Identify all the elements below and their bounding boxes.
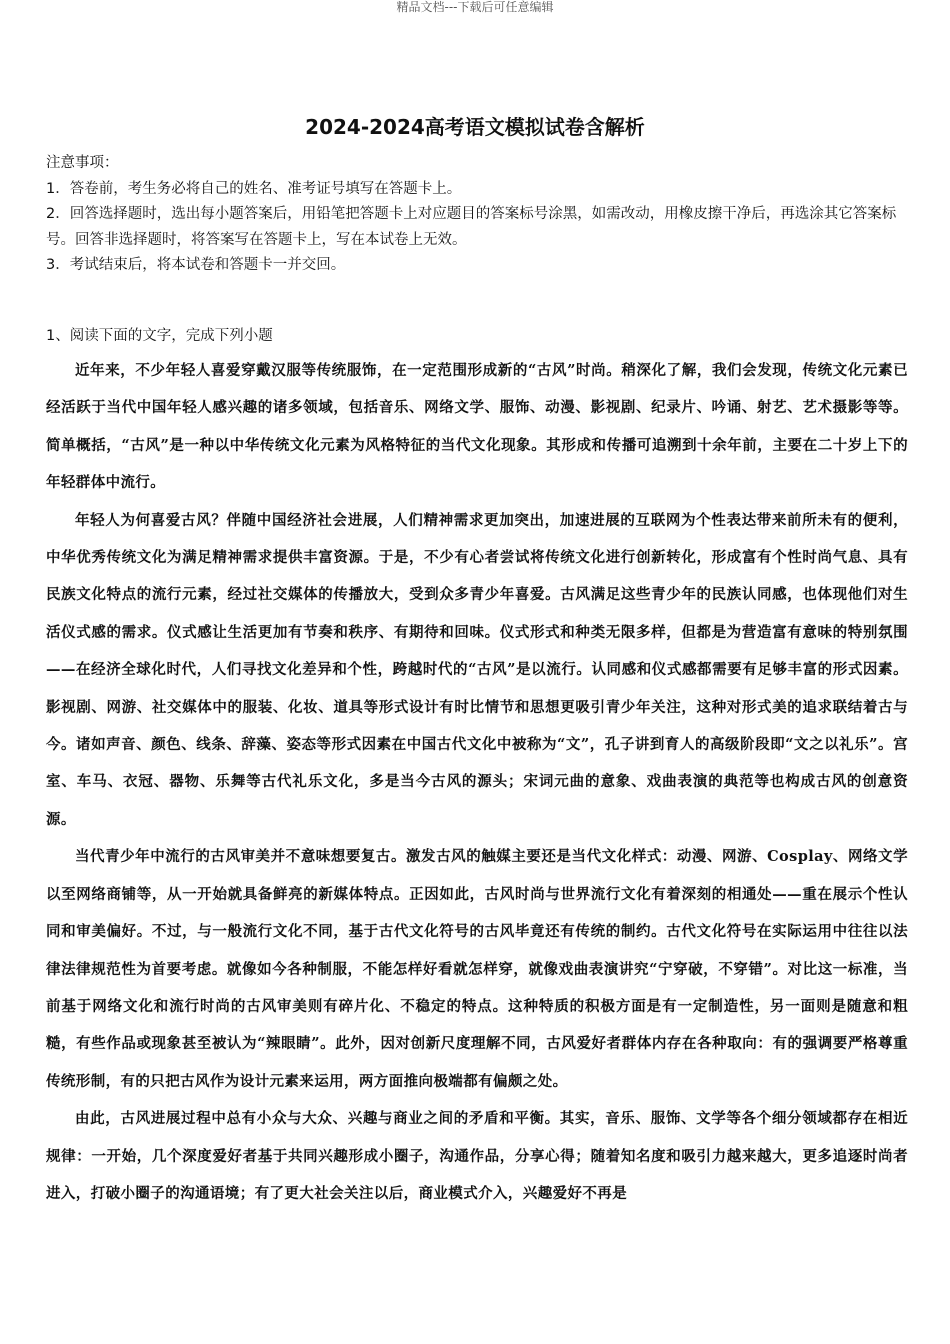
- passage-paragraph: 当代青少年中流行的古风审美并不意味想要复古。激发古风的触媒主要还是当代文化样式：动漫、网游、Cosplay、网络文学以至网络商铺等，从一开始就具备鲜亮的新媒体特点。正因如此，古风时尚与世界流行文化有着深刻的相通处——重在展示个性认同和审美偏好。不过，与一般流行文化不同，基于古代文化符号的古风毕竟还有传统的制约。古代文化符号在实际运用中往往以法律法律规范性为首要考虑。就像如今各种制服，不能怎样好看就怎样穿，就像戏曲表演讲究“宁穿破，不穿错”。对比这一标准，当前基于网络文化和流行时尚的古风审美则有碎片化、不稳定的特点。这种特质的积极方面是有一定制造性，另一面则是随意和粗糙，有些作品或现象甚至被认为“辣眼睛”。此外，因对创新尺度理解不同，古风爱好者群体内存在各种取向：有的强调要严格尊重传统形制，有的只把古风作为设计元素来运用，两方面推向极端都有偏颇之处。: [46, 848, 908, 1090]
- notice-heading: 注意事项：: [46, 155, 119, 171]
- reading-passage: [46, 352, 908, 1212]
- passage-paragraph: 年轻人为何喜爱古风？伴随中国经济社会进展，人们精神需求更加突出，加速进展的互联网为个性表达带来前所未有的便利，中华优秀传统文化为满足精神需求提供丰富资源。于是，不少有心者尝试将传统文化进行创新转化，形成富有个性时尚气息、具有民族文化特点的流行元素，经过社交媒体的传播放大，受到众多青少年喜爱。古风满足这些青少年的民族认同感，也体现他们对生活仪式感的需求。仪式感让生活更加有节奏和秩序、有期待和回味。仪式形式和种类无限多样，但都是为营造富有意味的特别氛围——在经济全球化时代，人们寻找文化差异和个性，跨越时代的“古风”是以流行。认同感和仪式感都需要有足够丰富的形式因素。影视剧、网游、社交媒体中的服装、化妆、道具等形式设计有时比情节和思想更吸引青少年关注，这种对形式美的追求联结着古与今。诸如声音、颜色、线条、辞藻、姿态等形式因素在中国古代文化中被称为“文”，孔子讲到育人的高级阶段即“文之以礼乐”。宫室、车马、衣冠、器物、乐舞等古代礼乐文化，多是当今古风的源头；宋词元曲的意象、戏曲表演的典范等也构成古风的创意资源。: [46, 511, 908, 828]
- page-header-watermark: 精品文档---下载后可任意编辑: [396, 0, 554, 14]
- passage-paragraph: 由此，古风进展过程中总有小众与大众、兴趣与商业之间的矛盾和平衡。其实，音乐、服饰、文学等各个细分领域都存在相近规律：一开始，几个深度爱好者基于共同兴趣形成小圈子，沟通作品，分享心得；随着知名度和吸引力越来越大，更多追逐时尚者进入，打破小圈子的沟通语境；有了更大社会关注以后，商业模式介入，兴趣爱好不再是: [46, 1110, 908, 1202]
- notice-item: 3．考试结束后，将本试卷和答题卡一并交回。: [46, 257, 346, 273]
- notice-item: 2．回答选择题时，选出每小题答案后，用铅笔把答题卡上对应题目的答案标号涂黑，如需改动，用橡皮擦干净后，再选涂其它答案标号。回答非选择题时，将答案写在答题卡上，写在本试卷上无效。: [46, 206, 897, 248]
- notice-section: [46, 151, 906, 279]
- notice-item: 1．答卷前，考生务必将自己的姓名、准考证号填写在答题卡上。: [46, 180, 462, 197]
- page-title: 2024-2024高考语文模拟试卷含解析: [305, 115, 645, 139]
- question-heading: 1、阅读下面的文字，完成下列小题: [46, 328, 273, 344]
- passage-paragraph: 近年来，不少年轻人喜爱穿戴汉服等传统服饰，在一定范围形成新的“古风”时尚。稍深化了解，我们会发现，传统文化元素已经活跃于当代中国年轻人感兴趣的诸多领域，包括音乐、网络文学、服饰、动漫、影视剧、纪录片、吟诵、射艺、艺术摄影等等。简单概括，“古风”是一种以中华传统文化元素为风格特征的当代文化现象。其形成和传播可追溯到十余年前，主要在二十岁上下的年轻群体中流行。: [46, 362, 908, 492]
